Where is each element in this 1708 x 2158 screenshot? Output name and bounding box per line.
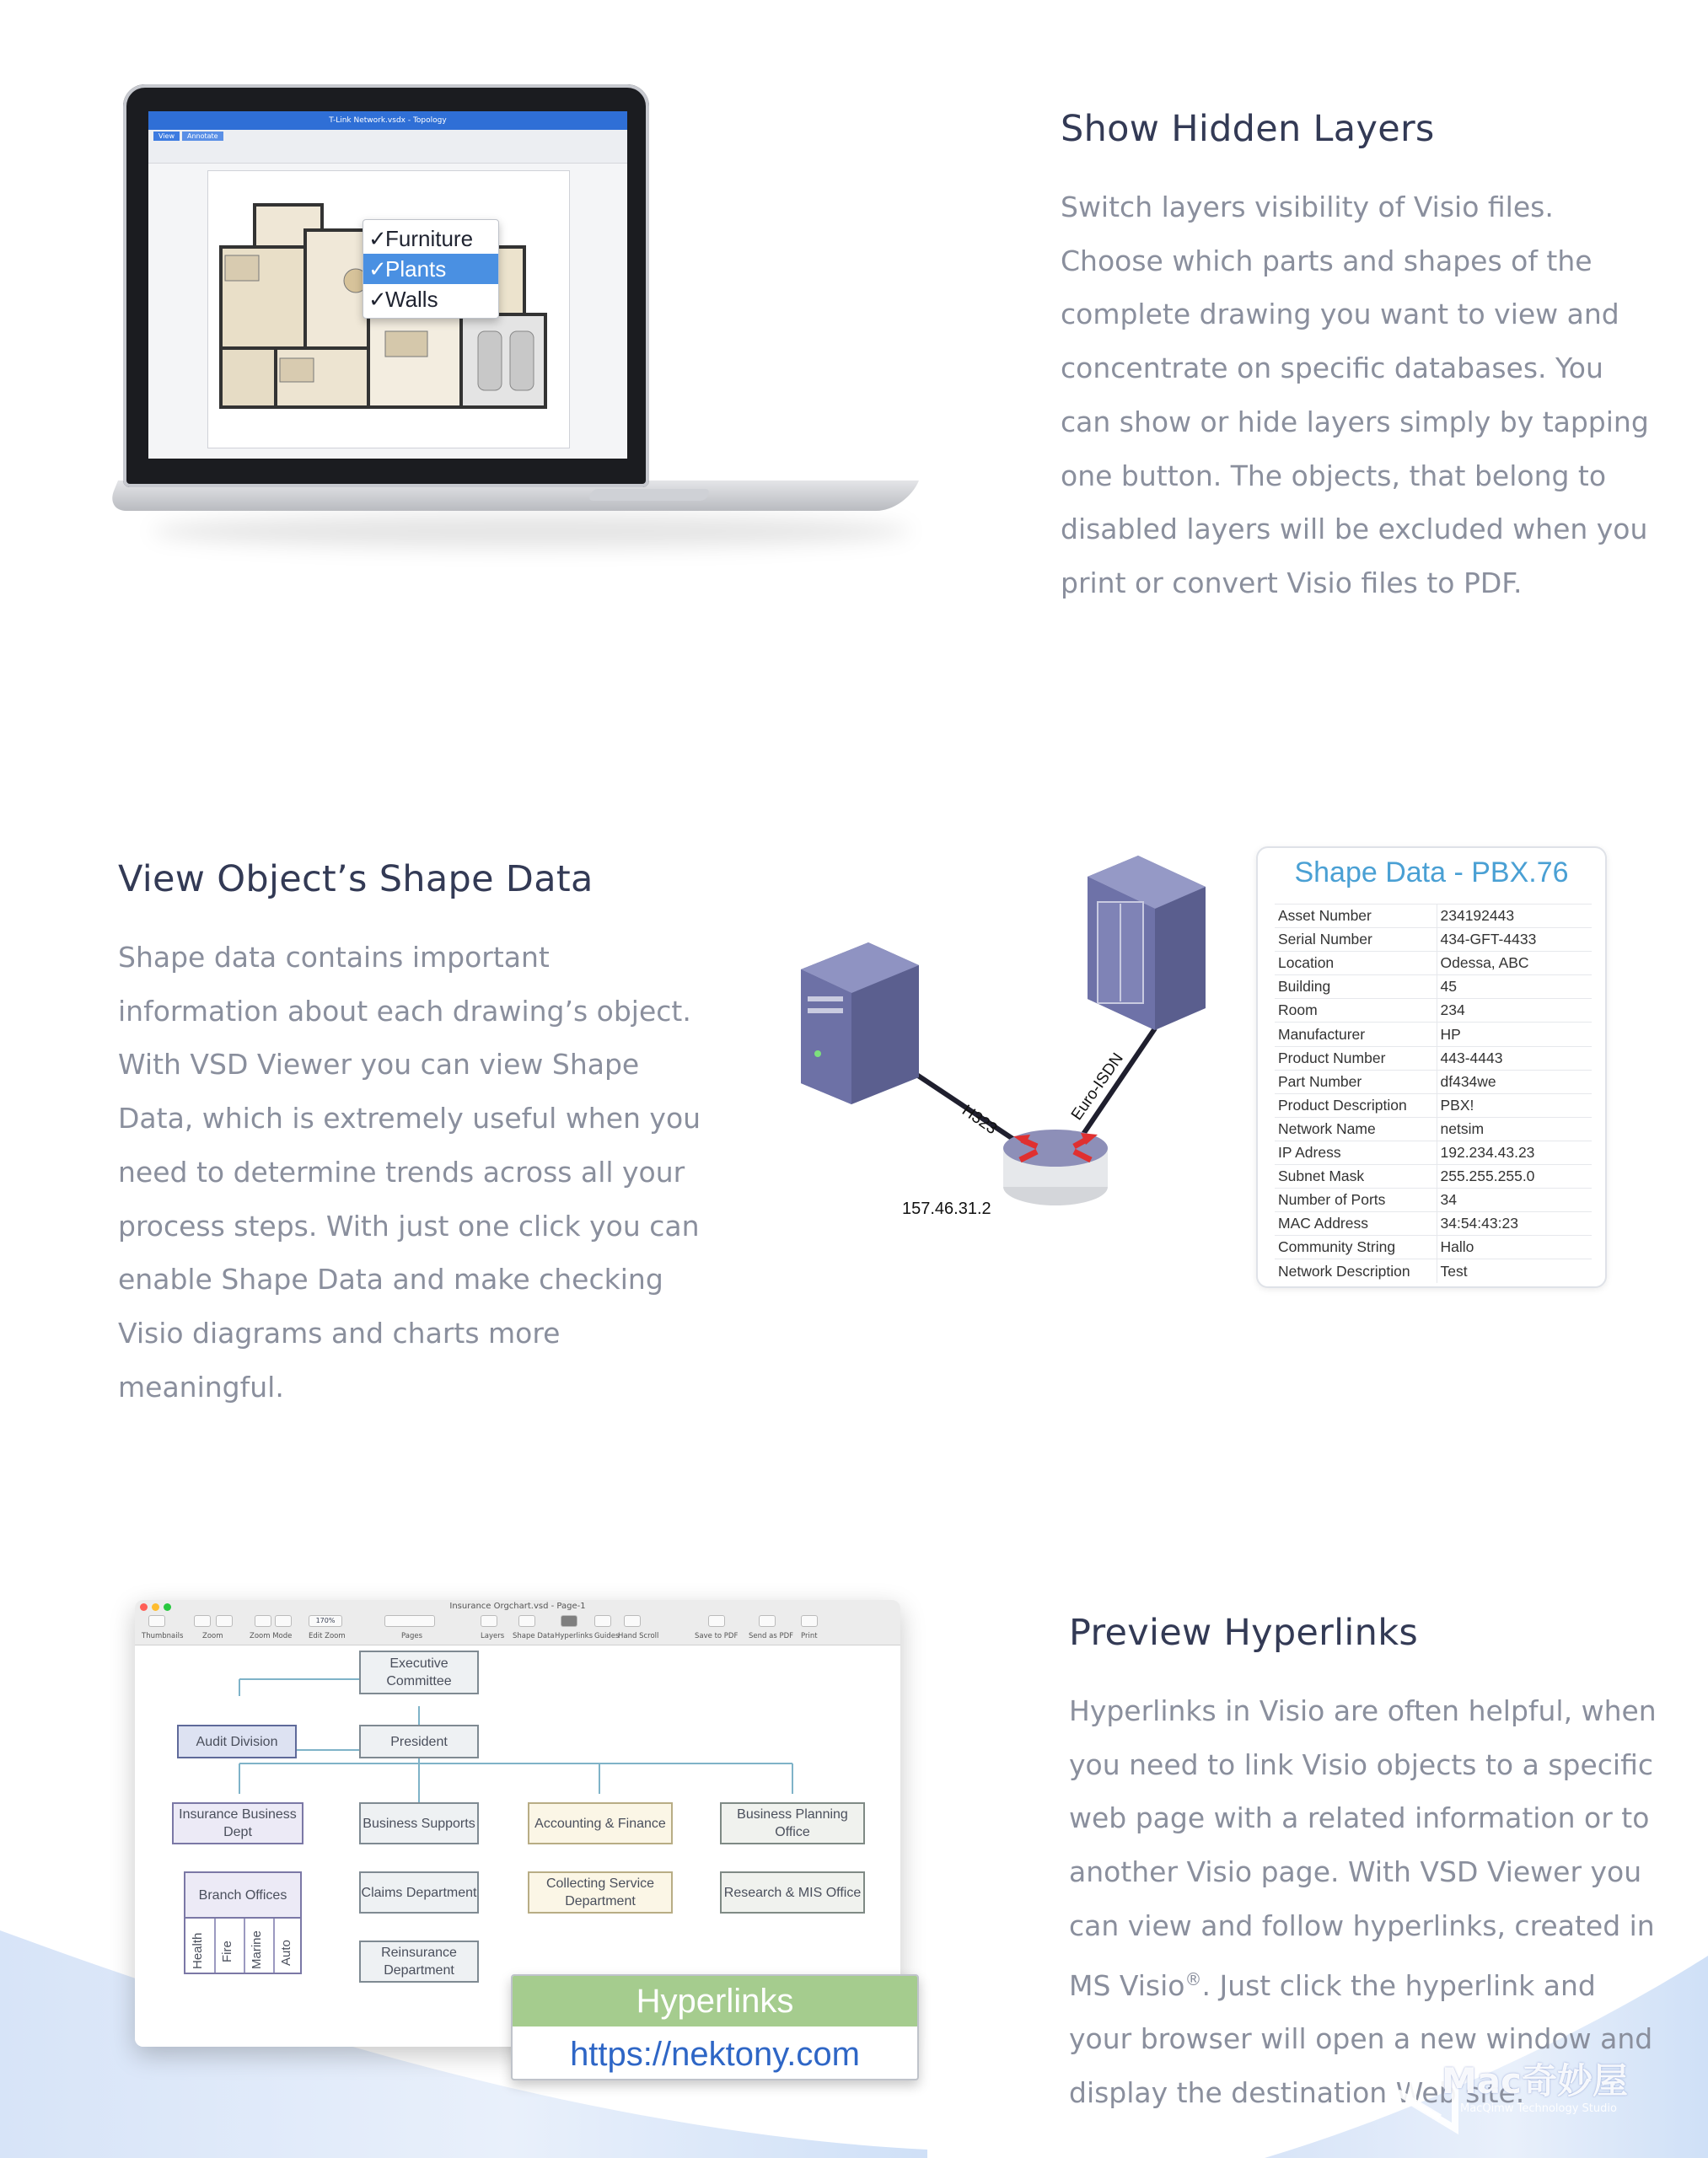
shape-data-row: [1275, 928, 1592, 952]
branch-offices-box[interactable]: Branch Offices: [184, 1871, 302, 1919]
zoom-out-icon[interactable]: [216, 1615, 233, 1627]
research-mis-box[interactable]: Research & MIS Office: [720, 1871, 865, 1914]
zoom-field[interactable]: 170%: [309, 1615, 342, 1627]
shape-data-row: [1275, 1236, 1592, 1259]
hyperlinks-heading: Preview Hyperlinks: [1069, 1612, 1419, 1654]
pages-stepper[interactable]: [384, 1615, 435, 1627]
hyperlinks-text-2: . Just click the hyperlink and your browser will open a new window and display the destination Web site.: [1069, 1968, 1653, 2109]
shape-data-value: df434we: [1437, 1070, 1592, 1093]
toolbar-label: Guides: [594, 1632, 620, 1640]
shape-data-row: [1275, 1117, 1592, 1141]
shape-data-row: [1275, 1259, 1592, 1283]
shape-data-key: Product Description: [1275, 1093, 1437, 1117]
watermark-sub: MacQimw Technology Studio: [1460, 2102, 1617, 2115]
audit-division-box[interactable]: Audit Division: [177, 1725, 297, 1758]
shape-data-key: Network Name: [1275, 1117, 1437, 1141]
pbx-rack-icon: [1088, 856, 1206, 1030]
toolbar-label: Zoom Mode: [250, 1632, 293, 1640]
layers-heading: Show Hidden Layers: [1061, 108, 1435, 150]
toolbar-label: Print: [801, 1632, 818, 1640]
check-icon: ✓: [368, 226, 387, 251]
shape-data-row: [1275, 905, 1592, 928]
layer-item-plants[interactable]: [363, 254, 498, 284]
shape-data-row: [1275, 1189, 1592, 1212]
business-supports-box[interactable]: Business Supports: [359, 1802, 479, 1844]
toolbar-label: Thumbnails: [142, 1632, 184, 1640]
toolbar-label: Zoom: [202, 1632, 223, 1640]
shape-data-value: 234: [1437, 999, 1592, 1023]
check-icon: ✓: [368, 287, 387, 312]
shape-data-row: [1275, 1165, 1592, 1189]
toolbar-label: Hyperlinks: [555, 1632, 594, 1640]
shape-data-key: IP Adress: [1275, 1141, 1437, 1164]
check-icon: ✓: [368, 256, 387, 282]
toolbar-label: Layers: [481, 1632, 505, 1640]
shape-data-value: HP: [1437, 1023, 1592, 1046]
shape-data-table: [1275, 904, 1592, 1283]
shape-data-key: Network Description: [1275, 1259, 1437, 1283]
branch-health[interactable]: Health: [191, 1932, 205, 1969]
zoom-in-icon[interactable]: [194, 1615, 211, 1627]
shape-data-row: [1275, 1212, 1592, 1236]
branch-auto[interactable]: Auto: [279, 1940, 293, 1966]
shape-data-title: Shape Data - PBX.76: [1294, 856, 1569, 888]
shape-data-value: PBX!: [1437, 1093, 1592, 1117]
layer-label: Furniture: [385, 226, 474, 251]
router-ip-label: 157.46.31.2: [902, 1200, 991, 1218]
shape-data-value: 255.255.255.0: [1437, 1165, 1592, 1189]
shape-data-value: 443-4443: [1437, 1046, 1592, 1070]
zoom-mode-icon-2[interactable]: [275, 1615, 292, 1627]
toolbar-label: Shape Data: [513, 1632, 555, 1640]
shape-data-description: Shape data contains important information about each drawing’s object. With VSD Viewer you can view Shape Data, which is extremely useful when you need to determine trends across all your process steps. With just one click you can enable Shape Data and make checking Visio diagrams and charts more meaningful.: [118, 941, 701, 1404]
toolbar-label: Save to PDF: [695, 1632, 739, 1640]
minimize-window-icon[interactable]: [152, 1603, 159, 1611]
shape-data-row: [1275, 952, 1592, 975]
server-icon: [801, 942, 919, 1104]
shape-data-heading: View Object’s Shape Data: [118, 858, 594, 900]
shape-data-value: 192.234.43.23: [1437, 1141, 1592, 1164]
zoom-mode-icon[interactable]: [255, 1615, 271, 1627]
layer-item-walls[interactable]: [363, 284, 498, 314]
shape-data-icon[interactable]: [518, 1615, 535, 1627]
zoom-window-icon[interactable]: [164, 1603, 171, 1611]
shape-data-row: [1275, 1093, 1592, 1117]
insurance-business-dept-box[interactable]: Insurance Business Dept: [172, 1802, 303, 1844]
hyperlink-url[interactable]: https://nektony.com: [570, 2036, 860, 2073]
shape-data-row: [1275, 975, 1592, 999]
shape-data-value: 434-GFT-4433: [1437, 928, 1592, 952]
claims-department-box[interactable]: Claims Department: [359, 1871, 479, 1914]
app-title: T-Link Network.vsdx - Topology: [148, 111, 627, 130]
shape-data-key: Asset Number: [1275, 905, 1437, 928]
branch-marine[interactable]: Marine: [250, 1930, 264, 1969]
shape-data-value: 45: [1437, 975, 1592, 999]
hyperlink-popup-title: Hyperlinks: [513, 1976, 917, 2026]
shape-data-key: Subnet Mask: [1275, 1165, 1437, 1189]
close-window-icon[interactable]: [140, 1603, 148, 1611]
toolbar-label: Pages: [401, 1632, 423, 1640]
shape-data-row: [1275, 1046, 1592, 1070]
window-title: Insurance Orgchart.vsd - Page-1: [135, 1600, 900, 1613]
shape-data-row: [1275, 1023, 1592, 1046]
save-to-pdf-icon[interactable]: [708, 1615, 725, 1627]
accounting-finance-box[interactable]: Accounting & Finance: [528, 1802, 673, 1844]
collecting-service-box[interactable]: Collecting Service Department: [528, 1871, 673, 1914]
toolbar-label: Send as PDF: [749, 1632, 794, 1640]
layer-item-furniture[interactable]: [363, 223, 498, 254]
reinsurance-box[interactable]: Reinsurance Department: [359, 1941, 479, 1983]
tab-annotate[interactable]: Annotate: [182, 132, 223, 141]
layer-label: Walls: [385, 287, 438, 312]
shape-data-value: 234192443: [1437, 905, 1592, 928]
shape-data-key: Number of Ports: [1275, 1189, 1437, 1212]
laptop-mockup: [118, 84, 919, 590]
shape-data-value: Hallo: [1437, 1236, 1592, 1259]
print-icon[interactable]: [801, 1615, 818, 1627]
thumbnails-icon[interactable]: [148, 1615, 165, 1627]
president-box[interactable]: President: [359, 1725, 479, 1758]
shape-data-key: Serial Number: [1275, 928, 1437, 952]
layers-description: Switch layers visibility of Visio files. Choose which parts and shapes of the complete drawing you want to view and concentrate on specific databases. You can show or hide layers simply by tapping one button. The objects, that belong to disabled layers will be excluded when you print or convert Visio files to PDF.: [1061, 191, 1649, 599]
registered-mark: ®: [1184, 1968, 1202, 1989]
shape-data-key: Location: [1275, 952, 1437, 975]
layers-dropdown[interactable]: [363, 219, 499, 319]
laptop-notch: [588, 489, 711, 501]
shape-data-key: Product Number: [1275, 1046, 1437, 1070]
toolbar-label: Hand Scroll: [618, 1632, 659, 1640]
shape-data-card: [1256, 846, 1607, 1288]
business-planning-box[interactable]: Business Planning Office: [720, 1802, 865, 1844]
network-diagram: [784, 843, 1256, 1248]
toolbar-label: Edit Zoom: [309, 1632, 346, 1640]
shape-data-key: Part Number: [1275, 1070, 1437, 1093]
shape-data-key: Manufacturer: [1275, 1023, 1437, 1046]
shape-data-key: Room: [1275, 999, 1437, 1023]
shape-data-key: Building: [1275, 975, 1437, 999]
send-as-pdf-icon[interactable]: [759, 1615, 776, 1627]
branch-fire[interactable]: Fire: [220, 1941, 234, 1962]
shape-data-value: netsim: [1437, 1117, 1592, 1141]
shape-data-key: MAC Address: [1275, 1212, 1437, 1236]
h323-label: H323: [959, 1101, 1001, 1139]
euro-isdn-label: Euro-ISDN: [1067, 1049, 1127, 1124]
shape-data-value: Odessa, ABC: [1437, 952, 1592, 975]
shape-data-row: [1275, 1141, 1592, 1164]
shape-data-value: Test: [1437, 1259, 1592, 1283]
shape-data-value: 34: [1437, 1189, 1592, 1212]
hyperlinks-icon[interactable]: [561, 1615, 577, 1627]
watermark-brand: Mac奇妙屋: [1442, 2060, 1629, 2102]
hyperlink-popup: [511, 1974, 919, 2080]
hand-scroll-icon[interactable]: [624, 1615, 641, 1627]
tab-view[interactable]: View: [153, 132, 180, 141]
shape-data-row: [1275, 999, 1592, 1023]
guides-icon[interactable]: [594, 1615, 611, 1627]
layer-label: Plants: [385, 256, 447, 282]
shape-data-key: Community String: [1275, 1236, 1437, 1259]
hyperlinks-text-1: Hyperlinks in Visio are often helpful, when you need to link Visio objects to a specific web page with a related information or to another Visio page. With VSD Viewer you can view and follow hyperlinks, created in MS Visio: [1069, 1694, 1657, 2002]
shape-data-value: 34:54:43:23: [1437, 1212, 1592, 1236]
app-toolbar: [135, 1613, 900, 1645]
executive-committee-box[interactable]: Executive Committee: [359, 1651, 479, 1694]
shape-data-row: [1275, 1070, 1592, 1093]
router-icon: [1003, 1130, 1108, 1205]
layers-icon[interactable]: [481, 1615, 497, 1627]
laptop-shadow: [152, 514, 910, 548]
